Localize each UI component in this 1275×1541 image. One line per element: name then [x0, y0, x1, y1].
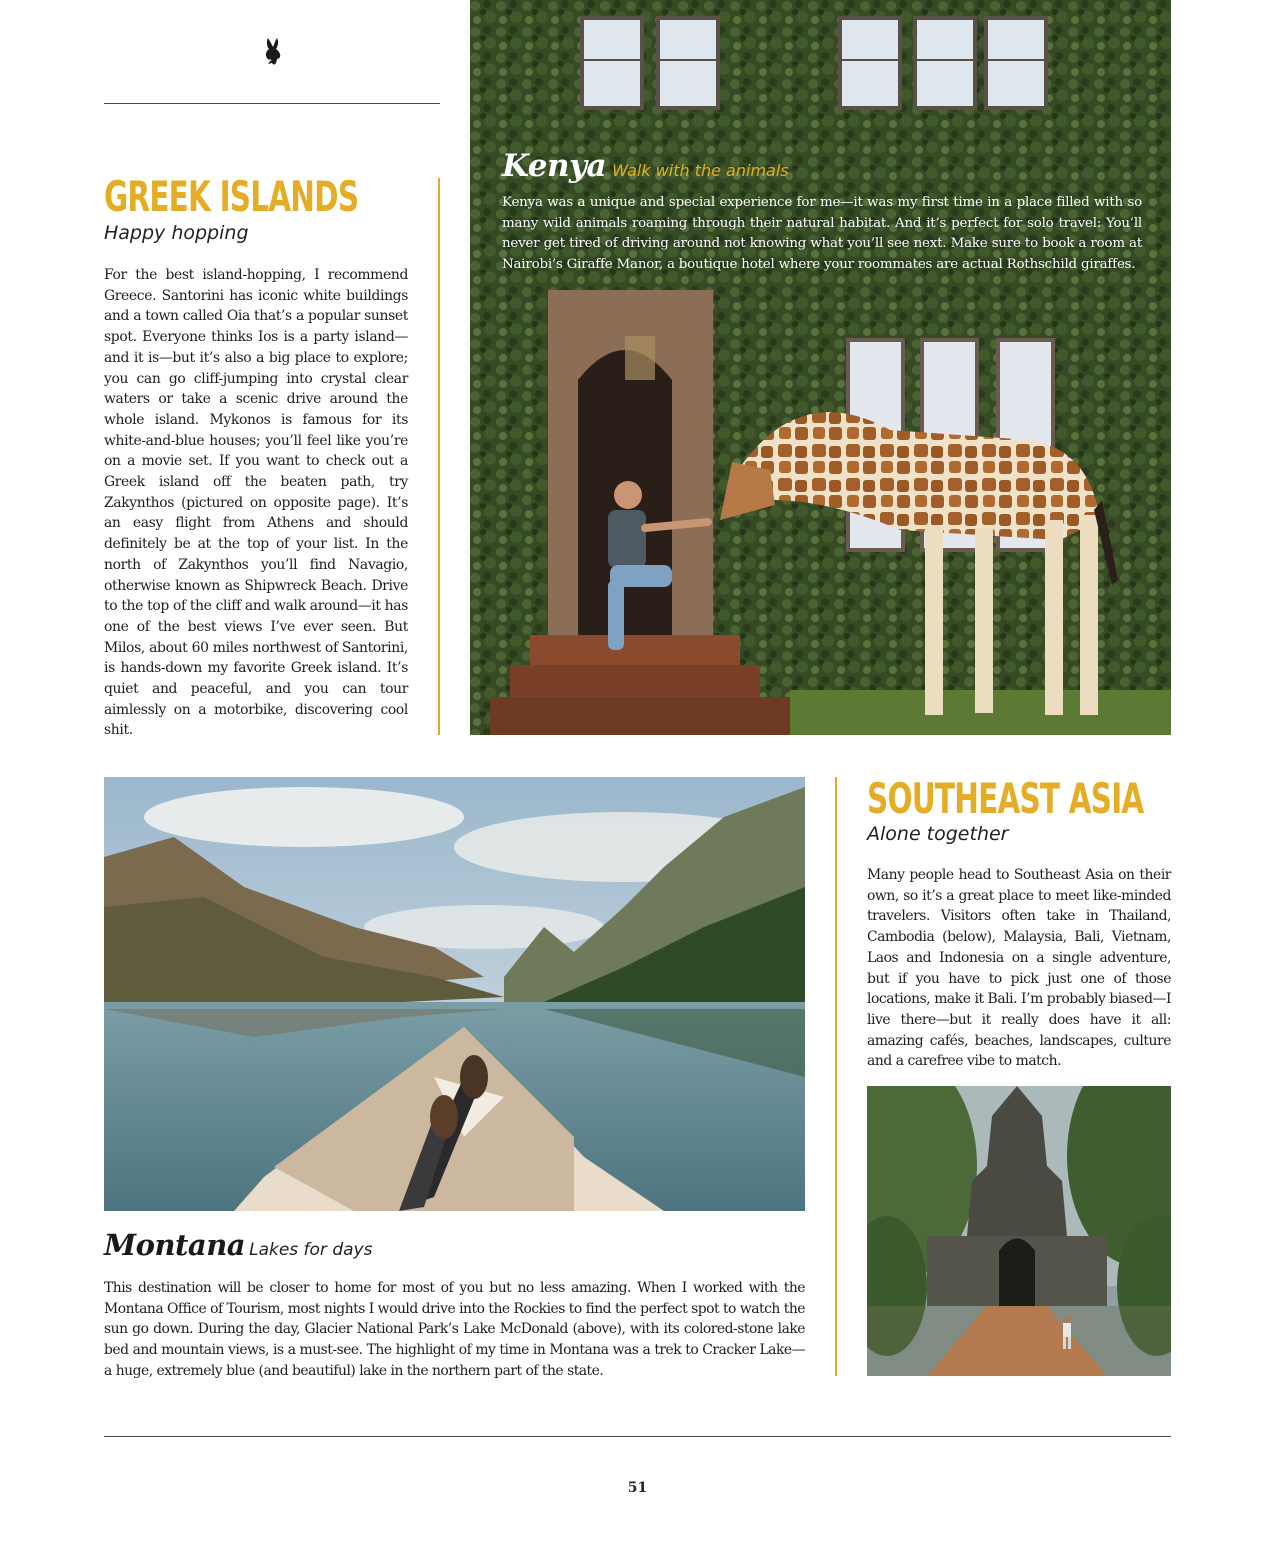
montana-heading: [104, 1228, 372, 1262]
kenya-tagline: Walk with the animals: [612, 161, 789, 180]
bottom-rule: [104, 1436, 1171, 1437]
angkor-gate-photo: [867, 1086, 1171, 1376]
kenya-giraffe-manor-photo: [470, 0, 1171, 735]
page-number: 51: [627, 1480, 648, 1496]
montana-body: This destination will be closer to home for most of you but no less amazing. When I worked with the Montana Office of Tourism, most nights I would drive into the Rockies to find the perfect spot to watch the sun go down. During the day, Glacier National Park’s Lake McDonald (above), with its colored-stone lake bed and mountain views, is a must-see. The highlight of my time in Montana was a trek to Cracker Lake—a huge, extremely blue (and beautiful) lake in the northern part of the state.: [104, 1280, 805, 1379]
montana-title: Montana: [104, 1228, 246, 1262]
kenya-title: Kenya: [502, 148, 607, 184]
southeast-asia-heading: SOUTHEAST ASIA: [867, 774, 1144, 823]
column-divider-right: [835, 777, 837, 1376]
montana-tagline: Lakes for days: [249, 1240, 373, 1260]
southeast-asia-body: Many people head to Southeast Asia on their own, so it’s a great place to meet like-minded travelers. Visitors often take in Thailand, Cambodia (below), Malaysia, Bali, Vietnam, Laos and Indonesia on a single adventure, but if you have to pick just one of those locations, make it Bali. I’m probably biased—I live there—but it really does have it all: amazing cafés, beaches, landscapes, culture and a carefree vibe to match.: [867, 867, 1172, 1070]
column-divider: [438, 178, 440, 735]
montana-lake-photo: [104, 777, 805, 1211]
southeast-asia-subtitle: Alone together: [867, 823, 1009, 845]
greek-islands-body: For the best island-hopping, I recommend Greece. Santorini has iconic white buildings and a town called Oia that’s a popular sunset spot. Everyone thinks Ios is a party island—and it is—but it’s also a big place to explore; you can go cliff-jumping into crystal clear waters or take a scenic drive around the whole island. Mykonos is famous for its white-and-blue houses; you’ll feel like you’re on a movie set. If you want to check out a Greek island off the beaten path, try Zakynthos (pictured on opposite page). It’s an easy flight from Athens and should definitely be at the top of your list. In the north of Zakynthos you’ll find Navagio, otherwise known as Shipwreck Beach. Drive to the top of the cliff and walk around—it has one of the best views I’ve ever seen. But Milos, about 60 miles northwest of Santorini, is hands-down my favorite Greek island. It’s quiet and peaceful, and you can tour aimlessly on a motorbike, discovering cool shit.: [104, 267, 408, 739]
kenya-body: Kenya was a unique and special experience for me—it was my first time in a place filled with so many wild animals roaming through their natural habitat. And it’s perfect for solo travel: You’ll never get tired of driving around not knowing what you’ll see next. Make sure to book a room at Nairobi’s Giraffe Manor, a boutique hotel where your roommates are actual Rothschild giraffes.: [502, 195, 1142, 272]
greek-islands-subtitle: Happy hopping: [104, 222, 249, 244]
kenya-heading: [502, 148, 789, 184]
rabbit-head-logo-icon: [260, 36, 286, 66]
greek-islands-heading: GREEK ISLANDS: [104, 172, 359, 221]
top-rule: [104, 103, 440, 104]
